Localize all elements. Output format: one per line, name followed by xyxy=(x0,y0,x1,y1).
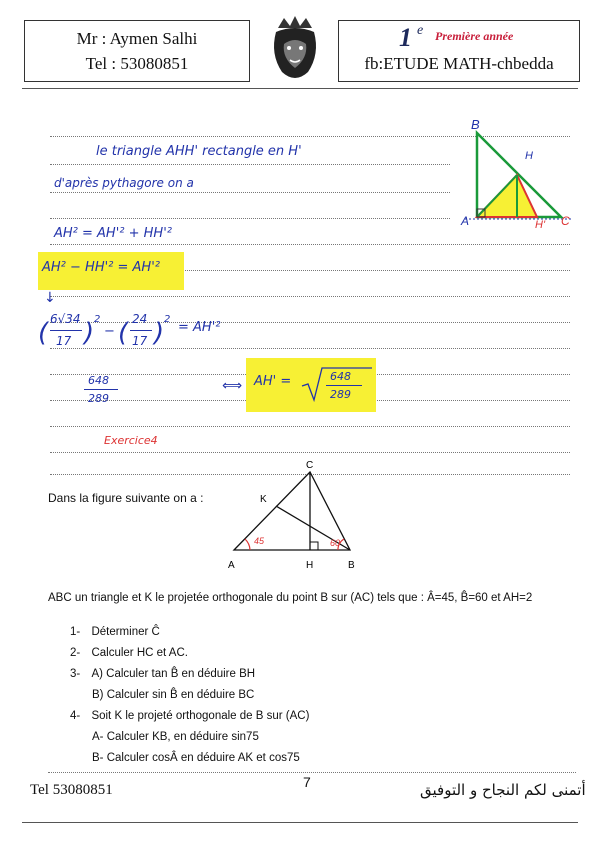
exercise-intro: Dans la figure suivante on a : xyxy=(48,491,204,505)
teacher-box xyxy=(24,20,250,82)
ruled-line xyxy=(50,426,570,427)
teacher-tel: Tel : 53080851 xyxy=(85,54,189,73)
page-number: 7 xyxy=(303,774,311,790)
equation-3 xyxy=(38,308,258,360)
question-3b xyxy=(92,689,254,701)
question-3a xyxy=(70,668,255,680)
result-denominator: 289 xyxy=(330,388,351,401)
label-h-prime: H' xyxy=(535,219,546,231)
question-number: 1- xyxy=(70,626,81,638)
question-text: B) Calculer sin B̂ en déduire BC xyxy=(92,689,255,701)
fig-label-b: B xyxy=(348,560,355,571)
lion-logo xyxy=(268,14,322,86)
result-lhs: AH' = xyxy=(254,374,292,389)
fig-label-c: C xyxy=(306,460,314,471)
question-text: A) Calculer tan B̂ en déduire BH xyxy=(91,668,256,680)
footer-rule xyxy=(22,822,578,823)
paren-close: ) xyxy=(84,318,95,348)
ruled-line xyxy=(50,452,570,453)
question-4b xyxy=(92,752,300,764)
ruled-line xyxy=(50,192,450,193)
fraction-2-denominator: 17 xyxy=(132,334,148,348)
fraction-bar xyxy=(326,385,362,386)
fraction-bar xyxy=(84,389,118,390)
ruled-line xyxy=(50,164,450,165)
level-box xyxy=(338,20,580,82)
fraction-bar xyxy=(50,330,82,331)
level-text: Première année xyxy=(435,29,514,43)
fraction-1-denominator: 17 xyxy=(56,334,72,348)
question-number: 2- xyxy=(70,647,81,659)
fig-label-k: K xyxy=(260,494,267,505)
footer-tel: Tel 53080851 xyxy=(30,782,113,798)
question-text: Déterminer Ĉ xyxy=(91,626,160,638)
equivalence-symbol: ⟺ xyxy=(222,378,243,394)
exponent: 2 xyxy=(94,314,101,325)
arrow-down-icon: ↓ xyxy=(44,290,56,306)
handwritten-line-1: le triangle AHH' rectangle en H' xyxy=(96,144,302,159)
footer-arabic-wish: أتمنى لكم النجاح و التوفيق xyxy=(420,781,586,799)
exercise-triangle-figure xyxy=(220,458,370,576)
paren-open: ( xyxy=(118,318,129,348)
result-numerator: 648 xyxy=(330,370,351,383)
header-rule xyxy=(22,88,578,89)
level-superscript: e xyxy=(417,23,424,38)
ruled-line xyxy=(50,296,570,297)
equation-2: AH² − HH'² = AH'² xyxy=(42,260,160,275)
label-a: A xyxy=(461,214,470,228)
fraction-648-numerator: 648 xyxy=(88,374,109,387)
fraction-1-numerator: 6√34 xyxy=(50,312,81,326)
question-text: A- Calculer KB, en déduire sin75 xyxy=(92,731,259,743)
ruled-line xyxy=(48,772,576,773)
fig-label-a: A xyxy=(228,560,235,571)
level-number: 1 xyxy=(399,23,412,52)
exponent: 2 xyxy=(164,314,171,325)
paren-open: ( xyxy=(38,318,49,348)
question-number: 3- xyxy=(70,668,81,680)
ruled-line xyxy=(50,244,570,245)
question-text: B- Calculer cosÂ en déduire AK et cos75 xyxy=(92,752,300,764)
fraction-289-denominator: 289 xyxy=(88,392,109,405)
question-4a xyxy=(92,731,259,743)
fig-angle-a: 45 xyxy=(254,536,265,546)
question-text: Soit K le projeté orthogonale de B sur (AC) xyxy=(91,710,310,722)
paren-close: ) xyxy=(154,318,165,348)
ruled-line xyxy=(50,218,450,219)
exercise-label: Exercice4 xyxy=(104,434,158,447)
exercise-statement: ABC un triangle et K le projetée orthogonale du point B sur (AC) tels que : Â=45, B̂=60 et AH=2 xyxy=(48,592,533,604)
label-c: C xyxy=(561,214,570,228)
handwritten-line-2: d'après pythagore on a xyxy=(54,176,194,190)
question-2 xyxy=(70,647,188,659)
fig-angle-b: 60 xyxy=(330,538,341,548)
top-triangle-figure xyxy=(455,115,585,235)
question-1 xyxy=(70,626,160,638)
equation-3-rhs: = AH'² xyxy=(178,320,221,335)
fig-label-h: H xyxy=(306,560,314,571)
facebook-page: fb:ETUDE MATH-chbedda xyxy=(364,54,554,73)
label-b: B xyxy=(471,117,480,132)
teacher-name: Mr : Aymen Salhi xyxy=(76,29,198,48)
label-h: H xyxy=(525,150,533,162)
question-number: 4- xyxy=(70,710,81,722)
fraction-bar xyxy=(130,330,152,331)
fraction-2-numerator: 24 xyxy=(132,312,148,326)
equation-1: AH² = AH'² + HH'² xyxy=(54,226,172,241)
minus-sign: − xyxy=(104,324,115,339)
question-text: Calculer HC et AC. xyxy=(91,647,188,659)
question-4 xyxy=(70,710,309,722)
